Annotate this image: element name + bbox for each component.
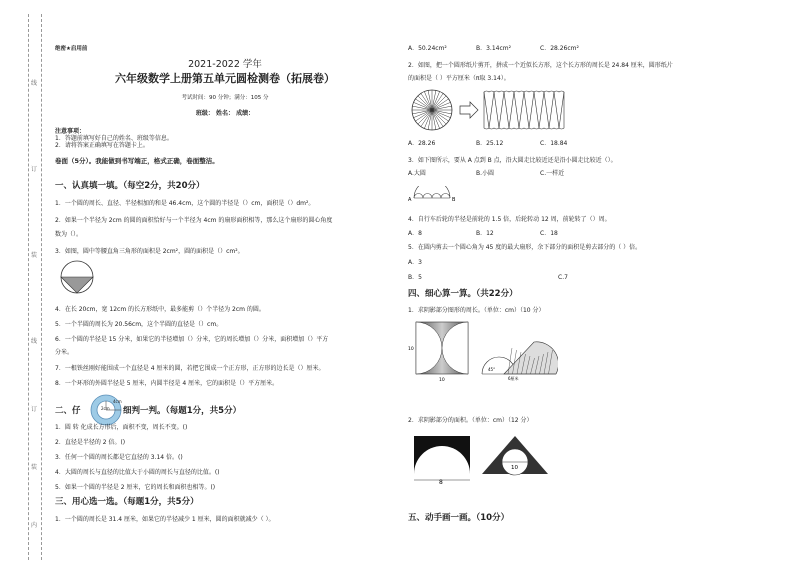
- question-line: 分米。: [55, 349, 74, 356]
- exam-year: 2021-2022 学年: [188, 59, 262, 70]
- figure-label: 45°: [488, 367, 496, 372]
- exam-title: 六年级数学上册第五单元圆检测卷（拓展卷）: [115, 72, 335, 85]
- option-b: B．12: [476, 230, 494, 237]
- section4-heading: 四、细心算一算。（共22分）: [408, 289, 518, 299]
- figure-label: 6厘米: [508, 376, 519, 381]
- option-c: C．18: [540, 230, 558, 237]
- option-b: B．25.12: [476, 140, 504, 147]
- choice-line: 1．一个圆的周长是 31.4 厘米，如果它的半径减少 1 厘米，圆的面积就减少（ ）。: [55, 516, 275, 523]
- point-a-label: A: [408, 197, 412, 203]
- secret-label: 绝密★启用前: [55, 46, 88, 52]
- binding-char: 装: [31, 464, 38, 471]
- question-line: 2．如图，把一个圆形纸片剪开，拼成一个近似长方形，这个长方形的周长是 24.84 厘米，圆形纸片: [408, 62, 673, 69]
- question-line: 数为（）。: [55, 231, 83, 238]
- circle-triangle-figure: [58, 258, 96, 296]
- judge-line: 4．大圆的周长与直径的比值大于小圆的周长与直径的比值。(): [55, 469, 220, 476]
- option-b: B．5: [408, 274, 422, 281]
- circle-cut-figure: [408, 86, 568, 134]
- option-a: A．28.26: [408, 140, 436, 147]
- judge-line: 2．直径是半径的 2 倍。(): [55, 439, 126, 446]
- exam-info: 考试时间：90 分钟；满分：105 分: [181, 95, 269, 101]
- question-line: 7．一根铁丝刚好能围成一个直径是 4 厘米的圆，若把它围成一个正方形，正方形的边长是（）厘米。: [55, 365, 325, 372]
- binding-char: 内: [31, 522, 38, 529]
- semicircle-path-figure: [408, 186, 468, 208]
- question-line: 1．一个圆的周长、直径、半径相加的和是 46.4cm，这个圆的半径是（）cm，面积是（）dm²。: [55, 200, 315, 207]
- question-line: 的面积是（ ）平方厘米（π取 3.14）。: [408, 75, 510, 82]
- perimeter-figures: [408, 318, 558, 384]
- question-line: 5．在圆内剪去一个圆心角为 45 度的最大扇形，余下部分的面积是剪去部分的（ ）倍。: [408, 244, 642, 251]
- option-c: C.一样近: [540, 170, 565, 177]
- figure-label: 10: [408, 347, 414, 352]
- judge-line: 1．圆 转 化成长方形后，面积不变，周长不变。(): [55, 424, 188, 431]
- ring-outer-label: 4cm: [113, 399, 122, 404]
- binding-char: 线: [31, 80, 38, 87]
- question-line: 1．求阴影部分图形的周长。（单位：cm）（10 分）: [408, 307, 545, 314]
- notes-heading: 注意事项：: [55, 128, 86, 135]
- question-line: 5．一个半圆的周长为 20.56cm，这个半圆的直径是（）cm。: [55, 321, 223, 328]
- point-b-label: B: [452, 197, 456, 203]
- question-line: 3．如图，圆中等腰直角三角形的面积是 2cm²，圆的面积是（）cm²。: [55, 248, 244, 255]
- judge-line: 3．任何一个圆的周长都是它直径的 3.14 倍。(): [55, 454, 183, 461]
- option-b: B．3.14cm²: [476, 45, 512, 52]
- binding-char: 线: [31, 338, 38, 345]
- figure-label: 8: [439, 479, 443, 486]
- question-line: 2．如果一个半径为 2cm 的圆的面积恰好与一个半径为 4cm 的扇形面积相等，那么这个扇形的圆心角度: [55, 217, 333, 224]
- note-item: 1．答题前填写好自己的姓名、班级等信息。: [55, 135, 173, 142]
- binding-char: 订: [31, 406, 38, 413]
- option-a: A．3: [408, 259, 422, 266]
- ring-inner-label: 2cm: [101, 406, 110, 411]
- student-info: 班级： 姓名： 成绩：: [195, 110, 255, 117]
- question-line: 4．在长 20cm，宽 12cm 的长方形纸中，最多能剪（）个半径为 2cm 的圆。: [55, 306, 265, 313]
- area-figures: [408, 432, 568, 490]
- question-line: 3．如下图所示，要从 A 点到 B 点，沿大圆走比较近还是沿小圆走比较近（）。: [408, 157, 617, 164]
- binding-char: 订: [31, 166, 38, 173]
- question-line: 2．求阴影部分的面积。（单位：cm）（12 分）: [408, 417, 533, 424]
- note-item: 2．请将答案正确填写在答题卡上。: [55, 142, 149, 149]
- section3-heading: 三、用心选一选。（每题1分，共5分）: [55, 497, 199, 507]
- handwriting-note: 卷面（5分）。我能做到书写端正，格式正确，卷面整洁。: [55, 157, 219, 165]
- option-a: A．50.24cm²: [408, 45, 447, 52]
- figure-label: 10: [439, 378, 445, 383]
- section2-heading-b: 细判一判。（每题1分，共5分）: [123, 406, 242, 416]
- judge-line: 5．如果一个圆的半径是 2 厘米，它的周长和面积也相等。(): [55, 484, 216, 491]
- binding-char: 装: [31, 252, 38, 259]
- option-a: A．8: [408, 230, 422, 237]
- option-c: C．28.26cm²: [540, 45, 579, 52]
- section1-heading: 一、认真填一填。（每空2分，共20分）: [55, 181, 205, 191]
- figure-label: 10: [511, 465, 518, 471]
- question-line: 8．一个环形的外圆半径是 5 厘米，内圆半径是 4 厘米，它的面积是（）平方厘米。: [55, 380, 279, 387]
- option-b: B.小圆: [476, 170, 495, 177]
- section5-heading: 五、动手画一画。（10分）: [408, 513, 510, 523]
- option-c: C．18.84: [540, 140, 568, 147]
- question-line: 6．一个圆的半径是 15 分米，如果它的半径增加（）分米，它的周长增加（）分米，面积增加（）平方: [55, 336, 329, 343]
- question-line: 4．自行车后轮的半径是前轮的 1.5 倍，后轮转动 12 周，前轮转了（）周。: [408, 216, 611, 223]
- binding-margin: [28, 14, 42, 560]
- option-c: C.7: [558, 274, 568, 281]
- option-a: A.大圆: [408, 170, 426, 177]
- section2-heading-a: 二、仔: [55, 406, 81, 416]
